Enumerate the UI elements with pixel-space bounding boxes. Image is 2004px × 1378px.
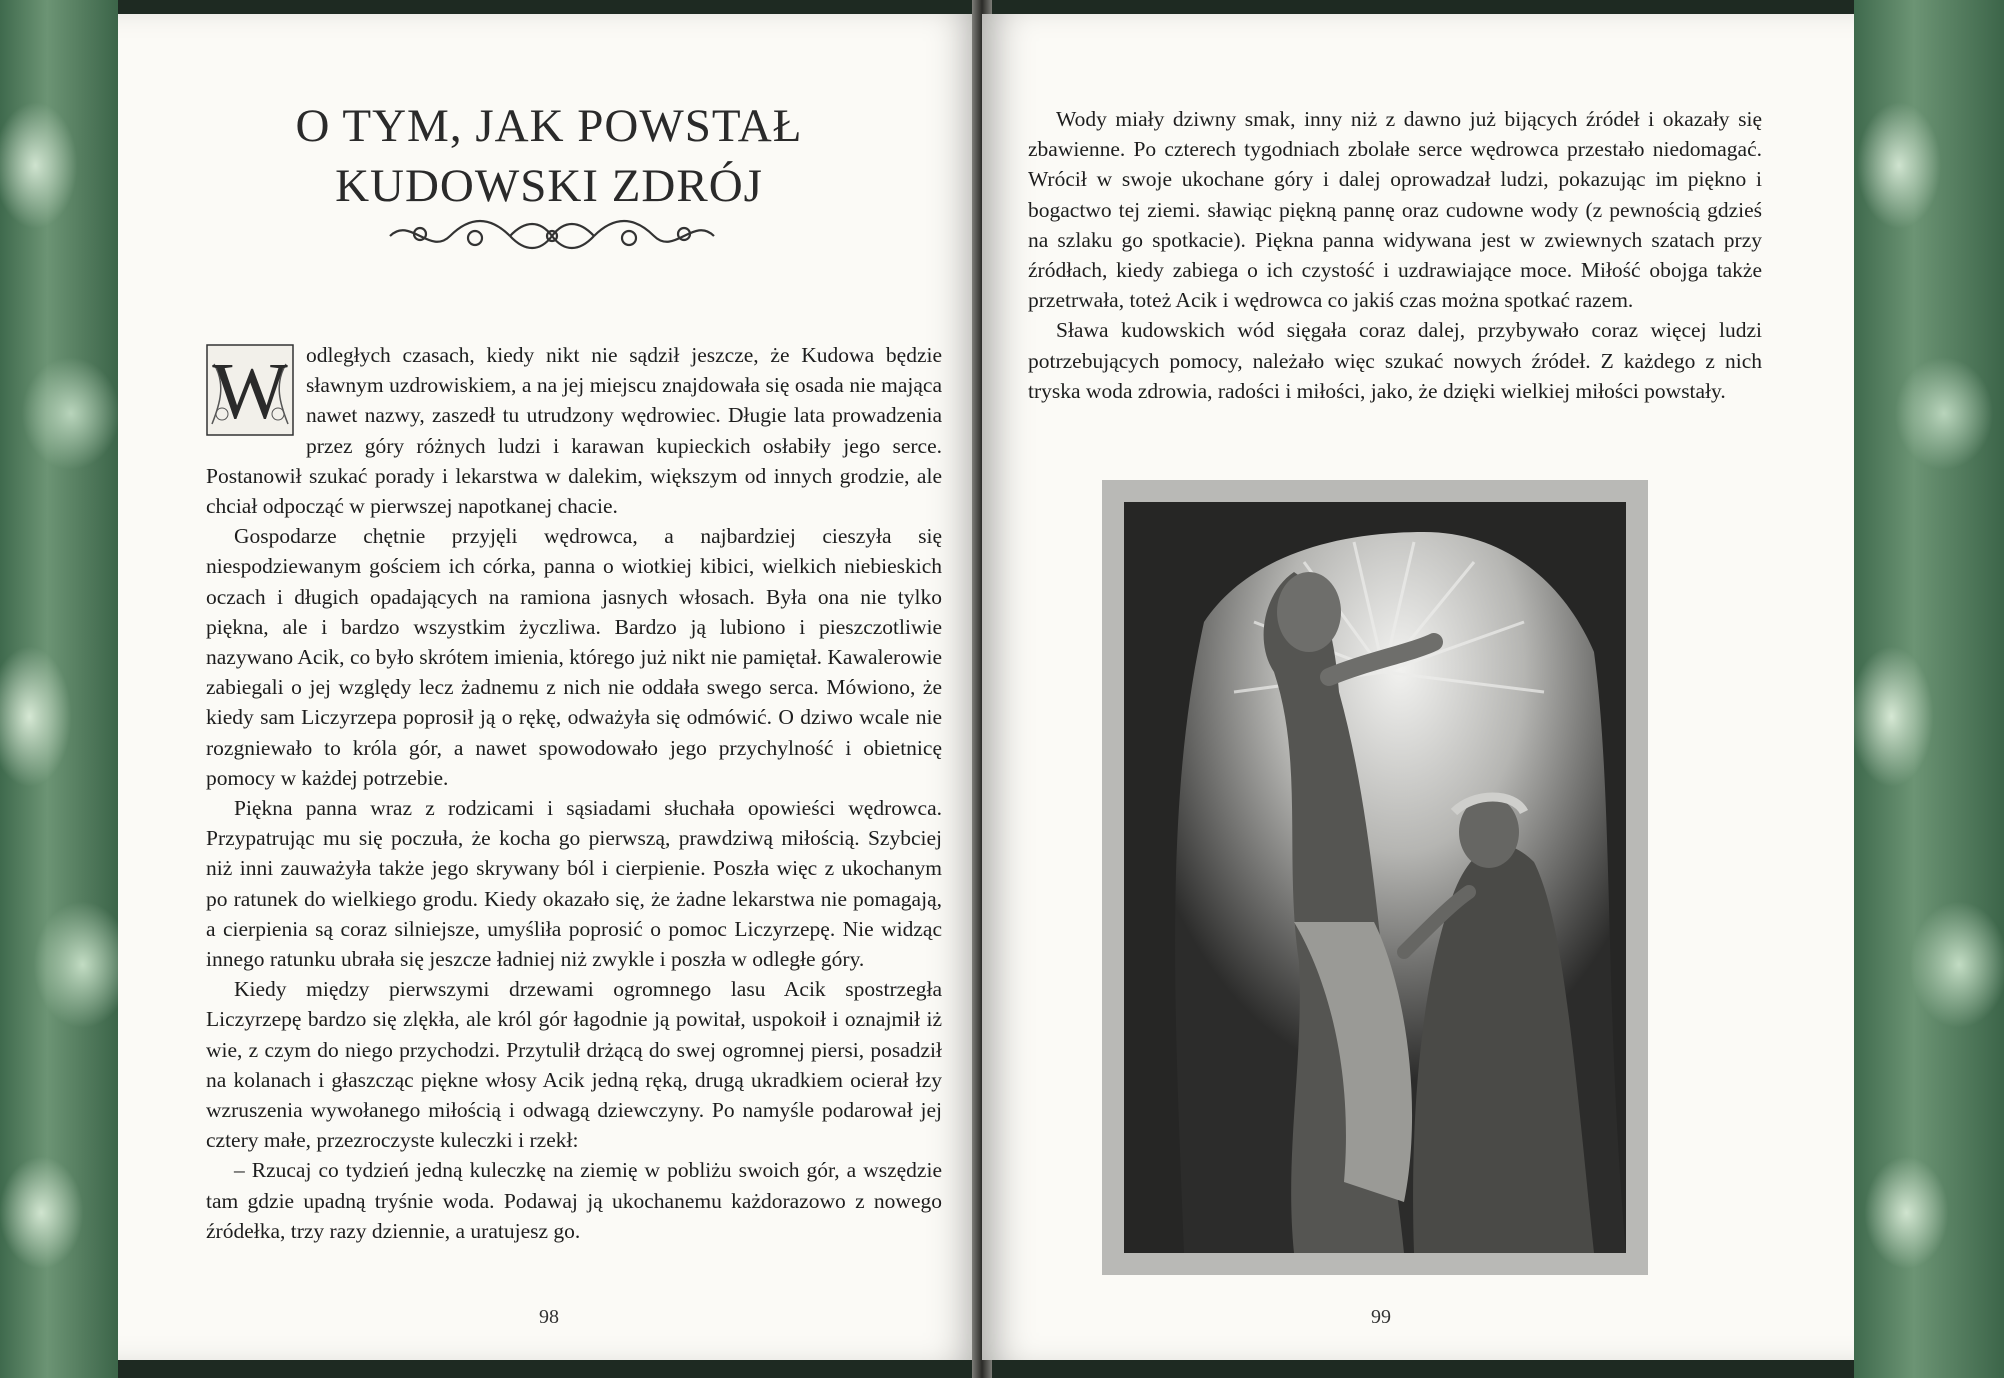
illustration-wanderer-and-mountain-king xyxy=(1124,502,1626,1253)
page-number-right: 99 xyxy=(1371,1306,1391,1328)
chapter-title xyxy=(118,96,980,216)
paragraph-6: Wody miały dziwny smak, inny niż z dawno już bijących źródeł i okazały się zbawienne. Po czterech tygodniach zbolałe serce wędrowca przestało niedomagać. Wrócił w swoje ukochane góry i dalej oprowadzał ludzi, pokazując im piękno i bogactwo tej ziemi. sławiąc piękną pannę oraz cudowne wody (z pewnością gdzieś na szlaku go spotkacie). Piękna panna widywana jest w zwiewnych szatach przy źródłach, kiedy zabiega o ich czystość i uzdrawiające moce. Miłość obojga także przetrwała, toteż Acik i wędrowca co jakiś czas można spotkać razem. xyxy=(1028,107,1762,313)
paragraph-1: odległych czasach, kiedy nikt nie sądził jeszcze, że Kudowa będzie sławnym uzdrowiskiem, a na jej miejscu znajdowała się osada nie mająca nawet nazwy, zaszedł tu utrudzony wędrowiec. Długie lata prowadzenia przez góry różnych ludzi i karawan kupieckich osłabiły jego serce. Postanowił szukać porady i lekarstwa w dalekim, większym od innych grodzie, ale chciał odpocząć w pierwszej napotkanej chacie. xyxy=(206,343,942,519)
paragraph-3: Piękna panna wraz z rodzicami i sąsiadami słuchała opowieści wędrowca. Przypatrując mu się poczuła, że kocha go pierwszą, prawdziwą miłością. Szybciej niż inni zauważyła także jego skrywany ból i cierpienie. Poszła więc z ukochanym po ratunek do wielkiego grodu. Kiedy okazało się, że żadne lekarstwa nie pomagają, a cierpienia są coraz silniejsze, umyśliła poprosić o pomoc Liczyrzepę. Nie widząc innego ratunku ubrała się jeszcze ładniej niż zwykle i poszła w odległe góry. xyxy=(206,796,942,972)
illustration-frame xyxy=(1102,480,1648,1275)
book-edge-right xyxy=(1854,0,2004,1378)
right-body-text xyxy=(1028,104,1762,406)
ornament-flourish-icon xyxy=(380,212,724,260)
title-line-2: KUDOWSKI ZDRÓJ xyxy=(335,160,763,212)
dropcap-w-ornament xyxy=(206,344,294,436)
paragraph-7: Sława kudowskich wód sięgała coraz dalej, przybywało coraz więcej ludzi potrzebujących pomocy, należało więc szukać nowych źródeł. Z każdego z nich tryska woda zdrowia, radości i miłości, jako, że dzięki wielkiej miłości powstały. xyxy=(1028,318,1762,403)
paragraph-5: – Rzucaj co tydzień jedną kuleczkę na ziemię w pobliżu swoich gór, a wszędzie tam gdzie upadną tryśnie woda. Podawaj ją ukochanemu każdorazowo z nowego źródełka, trzy razy dziennie, a uratujesz go. xyxy=(206,1158,942,1243)
title-line-1: O TYM, JAK POWSTAŁ xyxy=(295,100,803,152)
book-edge-left xyxy=(0,0,118,1378)
paragraph-2: Gospodarze chętnie przyjęli wędrowca, a najbardziej cieszyła się niespodziewanym gościem ich córka, panna o wiotkiej kibici, wielkich niebieskich oczach i długich opadających na ramiona jasnych włosach. Była ona nie tylko piękna, ale i bardzo wszystkim życzliwa. Bardzo ją lubiono i pieszczotliwie nazywano Acik, co było skrótem imienia, którego już nikt nie pamiętał. Kawalerowie zabiegali o jej względy lecz żadnemu z nich nie oddała swego serca. Mówiono, że kiedy sam Liczyrzepa poprosił ją o rękę, odważyła się odmówić. O dziwo wcale nie rozgniewało to króla gór, a nawet spowodowało jego przychylność i obietnicę pomocy w każdej potrzebie. xyxy=(206,524,942,790)
left-page xyxy=(118,14,980,1360)
left-body-text xyxy=(206,340,942,1246)
right-page xyxy=(982,14,1854,1360)
page-number-left: 98 xyxy=(539,1306,559,1328)
paragraph-4: Kiedy między pierwszymi drzewami ogromnego lasu Acik spostrzegła Liczyrzepę bardzo się zlękła, ale król gór łagodnie ją powitał, uspokoił i oznajmił iż wie, z czym do niego przychodzi. Przytulił drżącą do swej ogromnej piersi, posadził na kolanach i głaszcząc piękne włosy Acik jedną ręką, drugą ukradkiem ocierał łzy wzruszenia wywołanego miłością i odwagą dziewczyny. Po namyśle podarował jej cztery małe, przezroczyste kuleczki i rzekł: xyxy=(206,977,942,1153)
dropcap-letter: W xyxy=(212,348,288,436)
